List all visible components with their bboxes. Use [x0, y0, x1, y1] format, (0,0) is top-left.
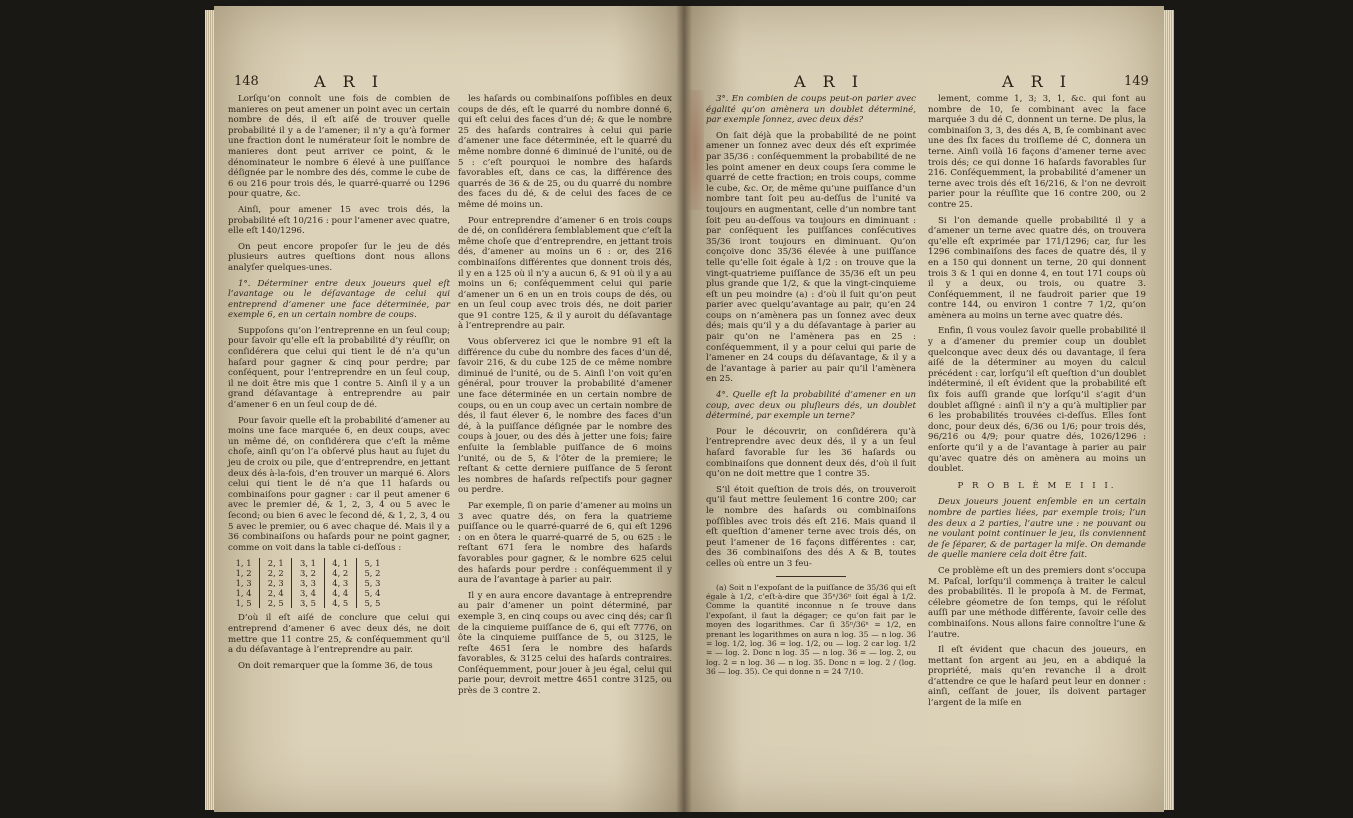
table-row: [228, 558, 388, 568]
question-heading: 4°. Quelle eſt la probabilité d’amener en un coup, avec deux ou pluſieurs dés, un doublet déterminé, par exemple un terne?: [706, 390, 916, 422]
table-row: [228, 588, 388, 598]
left-column-1: [228, 94, 450, 676]
table-cell: 1, 3: [228, 578, 260, 588]
paragraph: Suppoſons qu’on l’entreprenne en un ſeul coup; pour ſavoir qu’elle eſt la probabilité d’y réuſſir, on conſidérera que celui qui tient le dé n’a qu’un haſard pour gagner & cinq pour perdre; par conſéquent, pour l’entreprendre en un ſeul coup, il ne doit être mis que 1 contre 5. Ainſi il y a un grand déſavantage à entreprendre au pair d’amener 6 en un ſeul coup de dé.: [228, 325, 450, 411]
table-cell: 3, 4: [292, 588, 324, 598]
table-cell: 4, 1: [324, 558, 356, 568]
table-cell: 2, 4: [260, 588, 292, 598]
paragraph: Ce problème eſt un des premiers dont s’occupa M. Paſcal, lorſqu’il commença à traiter le calcul des probabilités. Il le propoſa à M. de Fermat, célebre géometre de ſon temps, qui le réſolut auſſi par une méthode différente, ſavoir celle des combinaiſons. Nous allons faire connoître l’une & l’autre.: [928, 565, 1146, 640]
right-page-number: 149: [1124, 74, 1149, 89]
paragraph: les haſards ou combinaiſons poſſibles en deux coups de dés, eſt le quarré du nombre donné 6, qui eſt celui des faces d’un dé; & que le nombre 25 des haſards contraires à celui qui parie d’amener une face déterminée, eſt le quarré du même nombre donné 6 diminué de l’unité, ou de 5 : c’eſt pourquoi le nombre des haſards favorables eſt, dans ce cas, la différence des quarrés de 36 & de 25, ou du quarré du nombre des faces du dé, & de celui des faces de ce même dé moins un.: [458, 94, 672, 210]
right-page: [684, 6, 1164, 812]
question-heading: 3°. En combien de coups peut-on parier avec égalité qu’on amènera un doublet déterminé, par exemple ſonnez, avec deux dés?: [706, 94, 916, 126]
table-cell: 1, 2: [228, 568, 260, 578]
dice-combination-table: [228, 558, 388, 608]
paragraph: Si l’on demande quelle probabilité il y a d’amener un terne avec quatre dés, on trouvera qu’elle eſt exprimée par 171/1296; car, ſur les 1296 combinaiſons des faces de quatre dés, il y en a 150 qui donnent un terne, 20 qui donnent trois 3 & 1 qui en donne 4, en tout 171 coups où il y a deux, ou trois, ou quatre 3. Conſéquemment, il ne faudroit parier que 19 contre 144, ou environ 1 contre 7 1/2, qu’on amènera au moins un terne avec quatre dés.: [928, 215, 1146, 321]
right-running-head-left: A R I: [794, 72, 865, 91]
table-cell: 1, 1: [228, 558, 260, 568]
thumb-shadow: [686, 90, 704, 210]
problem-statement: Deux joueurs jouent enſemble en un certain nombre de parties liées, par exemple trois; l’un des deux a 2 parties, l’autre une : ne pouvant ou ne voulant point continuer le jeu, ils conviennent de ſe ſéparer, & de partager la miſe. On demande de quelle maniere cela doit être fait.: [928, 497, 1146, 561]
paragraph: Il y en aura encore davantage à entreprendre au pair d’amener un point déterminé, par exemple 3, en cinq coups ou avec cinq dés; car ſi de la cinquieme puiſſance de 6, qui eſt 7776, on ôte la cinquieme puiſſance de 5, ou 3125, le reſte 4651 ſera le nombre des haſards favorables, & 3125 celui des haſards contraires. Conſéquemment, pour jouer à jeu égal, celui qui parie pour, devroit mettre 4651 contre 3125, ou près de 3 contre 2.: [458, 590, 672, 697]
paragraph: Pour le découvrir, on conſidérera qu’à l’entreprendre avec deux dés, il y a un ſeul haſard favorable ſur les 36 haſards ou combinaiſons que donnent deux dés, d’où il ſuit qu’on ne doit mettre que 1 contre 35.: [706, 426, 916, 480]
paragraph: Vous obſerverez ici que le nombre 91 eſt la différence du cube du nombre des faces d’un dé, ſavoir 216, & du cube 125 de ce même nombre diminué de l’unité, ou de 5. Ainſi l’on voit qu’en général, pour trouver la probabilité d’amener une face déterminée en un certain nombre de coups, ou en un coup avec un certain nombre de dés, il faut élever 6, le nombre des faces d’un dé, à la puiſſance déſignée par le nombre des coups à jouer, ou des dés à jetter une fois; faire enſuite la ſemblable puiſſance de 6 moins l’unité, ou de 5, & l’ôter de la premiere; le reſtant & cette derniere puiſſance de 5 ſeront les nombres de haſards reſpectifs pour gagner ou perdre.: [458, 337, 672, 496]
paragraph: On doit remarquer que la ſomme 36, de tous: [238, 660, 433, 671]
right-running-head-right: A R I: [1002, 72, 1073, 91]
table-cell: 2, 5: [260, 598, 292, 608]
table-row: [228, 598, 388, 608]
table-cell: 4, 4: [324, 588, 356, 598]
left-page: [214, 6, 684, 812]
paragraph: Ainſi, pour amener 15 avec trois dés, la probabilité eſt 10/216 : pour l’amener avec quatre, elle eſt 140/1296.: [228, 204, 450, 237]
table-cell: 5, 1: [364, 558, 381, 569]
table-cell: 5, 5: [364, 598, 381, 609]
table-cell: 1, 4: [228, 588, 260, 598]
paragraph: S’il étoit queſtion de trois dés, on trouveroit qu’il faut mettre ſeulement 16 contre 200; car le nombre des haſards ou combinaiſons poſſibles avec trois dés eſt 216. Mais quand il eſt queſtion d’amener terne avec trois dés, on peut l’amener de 16 façons différentes : car, des 36 combinaiſons des dés A & B, toutes celles où entre un 3 feu-: [706, 484, 916, 569]
paragraph: Il eſt évident que chacun des joueurs, en mettant ſon argent au jeu, en a abdiqué la propriété, mais qu’en revanche il a droit d’attendre ce que le haſard peut leur en donner : ainſi, ceſſant de jouer, ils doivent partager l’argent de la miſe en: [928, 645, 1146, 709]
table-cell: 2, 1: [260, 558, 292, 568]
table-cell: 4, 5: [324, 598, 356, 608]
table-cell: 1, 5: [228, 598, 260, 608]
paragraph: On peut encore propoſer ſur le jeu de dés plusieurs autres queſtions dont nous allons analyſer quelques-unes.: [228, 241, 450, 273]
table-row: [228, 578, 388, 588]
paragraph: On ſait déjà que la probabilité de ne point amener un ſonnez avec deux dés eſt exprimée par 35/36 : conſéquemment la probabilité de ne les point amener en deux coups ſera comme le quarré de cette fraction; en trois coups, comme le cube, &c. Or, de même qu’une puiſſance d’un nombre tant ſoit peu au-deſſus de l’unité va toujours en augmentant, celle d’un nombre tant ſoit peu au-deſſous va toujours en diminuant : par conſéquent les puiſſances conſécutives 35/36 iront toujours en diminuant. Qu’on conçoive donc 35/36 élevée à une puiſſance telle qu’elle ſoit égale à 1/2 : on trouve que la vingt-quatrieme puiſſance de 35/36 eſt un peu plus grande que 1/2, & que la vingt-cinquieme eſt un peu moindre (a) : d’où il ſuit qu’on peut parier avec quelqu’avantage au pair, qu’en 24 coups on n’amènera pas un ſonnez avec deux dés; mais qu’il y a du déſavantage à parier au pair qu’on ne l’amènera pas en 25 : conſéquemment, il y a pour celui qui parie de l’amener en 24 coups du déſavantage, & il y a de l’avantage à parier au pair qu’il l’amènera en 25.: [706, 130, 916, 385]
footnote-divider: [776, 576, 846, 577]
left-column-2: [458, 94, 672, 702]
table-row: [228, 568, 388, 578]
paragraph: Lorſqu’on connoît une fois de combien de manieres on peut amener un point avec un certain nombre de dés, il eſt aiſé de trouver quelle probabilité il y a de l’amener; il n’y a qu’à former une fraction dont le numérateur ſoit le nombre de manieres dont peut arriver ce point, & le dénominateur le nombre 6 élevé à une puiſſance déſignée par le nombre des dés, comme le cube de 6 ou 216 pour trois dés, le quarré-quarré ou 1296 pour quatre, &c.: [228, 94, 450, 200]
left-running-head: A R I: [314, 72, 385, 91]
table-cell: 3, 3: [292, 578, 324, 588]
right-column-2: [928, 94, 1146, 714]
paragraph: Enfin, ſi vous voulez ſavoir quelle probabilité il y a d’amener du premier coup un doublet quelconque avec deux dés ou davantage, il ſera aiſé de la déterminer au moyen du calcul précédent : car, lorſqu’il eſt queſtion d’un doublet indéterminé, il eſt évident que la probabilité eſt ſix fois auſſi grande que lorſqu’il s’agit d’un doublet aſſigné : ainſi il n’y a qu’à multiplier par 6 les probabilités trouvées ci-deſſus. Elles ſont donc, pour deux dés, 6/36 ou 1/6; pour trois dés, 96/216 ou 4/9; pour quatre dés, 1026/1296 : enſorte qu’il y a de l’avantage à parier au pair qu’avec quatre dés on amènera au moins un doublet.: [928, 326, 1146, 475]
paragraph: Pour entreprendre d’amener 6 en trois coups de dé, on conſidérera ſemblablement que c’eſt la même choſe que d’entreprendre, en jettant trois dés, d’amener au moins un 6 : or, des 216 combinaiſons différentes que donnent trois dés, il y en a 125 où il n’y a aucun 6, & 91 où il y a au moins un 6; conſéquemment celui qui parie d’amener un 6 en un en trois coups de dés, ou en un ſeul coup avec trois dés, ne doit parier que 91 contre 125, & il y auroit du déſavantage à l’entreprendre au pair.: [458, 215, 672, 332]
table-cell: 5, 2: [364, 568, 381, 579]
paragraph: Par exemple, ſi on parie d’amener au moins un 3 avec quatre dés, on fera la quatrieme puiſſance ou le quarré-quarré de 6, qui eſt 1296 : on en ôtera le quarré-quarré de 5, ou 625 : le reſtant 671 ſera le nombre des haſards favorables pour gagner, & le nombre 625 celui des haſards pour perdre : conſéquemment il y aura de l’avantage à parier au pair.: [458, 500, 672, 586]
table-cell: 3, 2: [292, 568, 324, 578]
table-cell: 4, 2: [324, 568, 356, 578]
table-cell: 2, 3: [260, 578, 292, 588]
left-page-number: 148: [234, 74, 259, 89]
paragraph: D’où il eſt aiſé de conclure que celui qui entreprend d’amener 6 avec deux dés, ne doit mettre que 11 contre 25, & conſéquemment qu’il a du déſavantage à l’entreprendre au pair.: [228, 613, 450, 656]
problem-heading: P R O B L È M E I I I.: [957, 480, 1117, 491]
table-cell: 3, 5: [292, 598, 324, 608]
question-heading: 1°. Déterminer entre deux joueurs quel eſt l’avantage ou le déſavantage de celui qui entreprend d’amener une face déterminée, par exemple 6, en un certain nombre de coups.: [228, 278, 450, 321]
table-cell: 3, 1: [292, 558, 324, 568]
right-column-1: [706, 94, 916, 682]
table-cell: 5, 3: [364, 578, 381, 589]
table-cell: 5, 4: [364, 588, 381, 599]
paragraph: Pour ſavoir quelle eſt la probabilité d’amener au moins une face marquée 6, en deux coups, avec un même dé, on conſidérera que c’eſt la même choſe, ainſi qu’on l’a obſervé plus haut au ſujet du jeu de croix ou pile, que d’entreprendre, en jettant deux dés à-la-fois, d’en trouver un marqué 6. Alors celui qui tient le dé n’a que 11 haſards ou combinaiſons pour gagner : car il peut amener 6 avec le premier dé, & 1, 2, 3, 4 ou 5 avec le ſecond; ou bien 6 avec le ſecond dé, & 1, 2, 3, 4 ou 5 avec le premier, ou 6 avec chaque dé. Mais il y a 36 combinaiſons ou haſards pour ne point gagner, comme on voit dans la table ci-deſſous :: [228, 415, 450, 553]
table-cell: 4, 3: [324, 578, 356, 588]
paragraph: lement, comme 1, 3; 3, 1, &c. qui font au nombre de 10, ſe combinant avec la face marquée 3 du dé C, donnent un terne. De plus, la combinaiſon 3, 3, des dés A, B, ſe combinant avec une des ſix faces du troiſieme dé C, donnera un terne. Ainſi voilà 16 façons d’amener terne avec trois dés; ce qui donne 16 haſards favorables ſur 216. Conſéquemment, la probabilité d’amener un terne avec trois dés eſt 16/216, & l’on ne devroit parier pour la réuſſite que 16 contre 200, ou 2 contre 25.: [928, 94, 1146, 210]
table-cell: 2, 2: [260, 568, 292, 578]
footnote: (a) Soit n l’expoſant de la puiſſance de 35/36 qui eſt égale à 1/2, c’eſt-à-dire que 35ⁿ/36ⁿ ſoit égal à 1/2. Comme la quantité inconnue n ſe trouve dans l’expoſant, il faut la dégager; ce qu’on fait par le moyen des logarithmes. Car ſi 35ⁿ/36ⁿ = 1/2, en prenant les logarithmes on aura n log. 35 — n log. 36 = log. 1/2, log. 36 = log. 1/2, ou — log. 2 car log. 1/2 = — log. 2. Donc n log. 35 — n log. 36 = — log. 2, ou log. 2 = n log. 36 — n log. 35. Donc n = log. 2 / (log. 36 — log. 35). Ce qui donne n = 24 7/10.: [706, 582, 916, 677]
